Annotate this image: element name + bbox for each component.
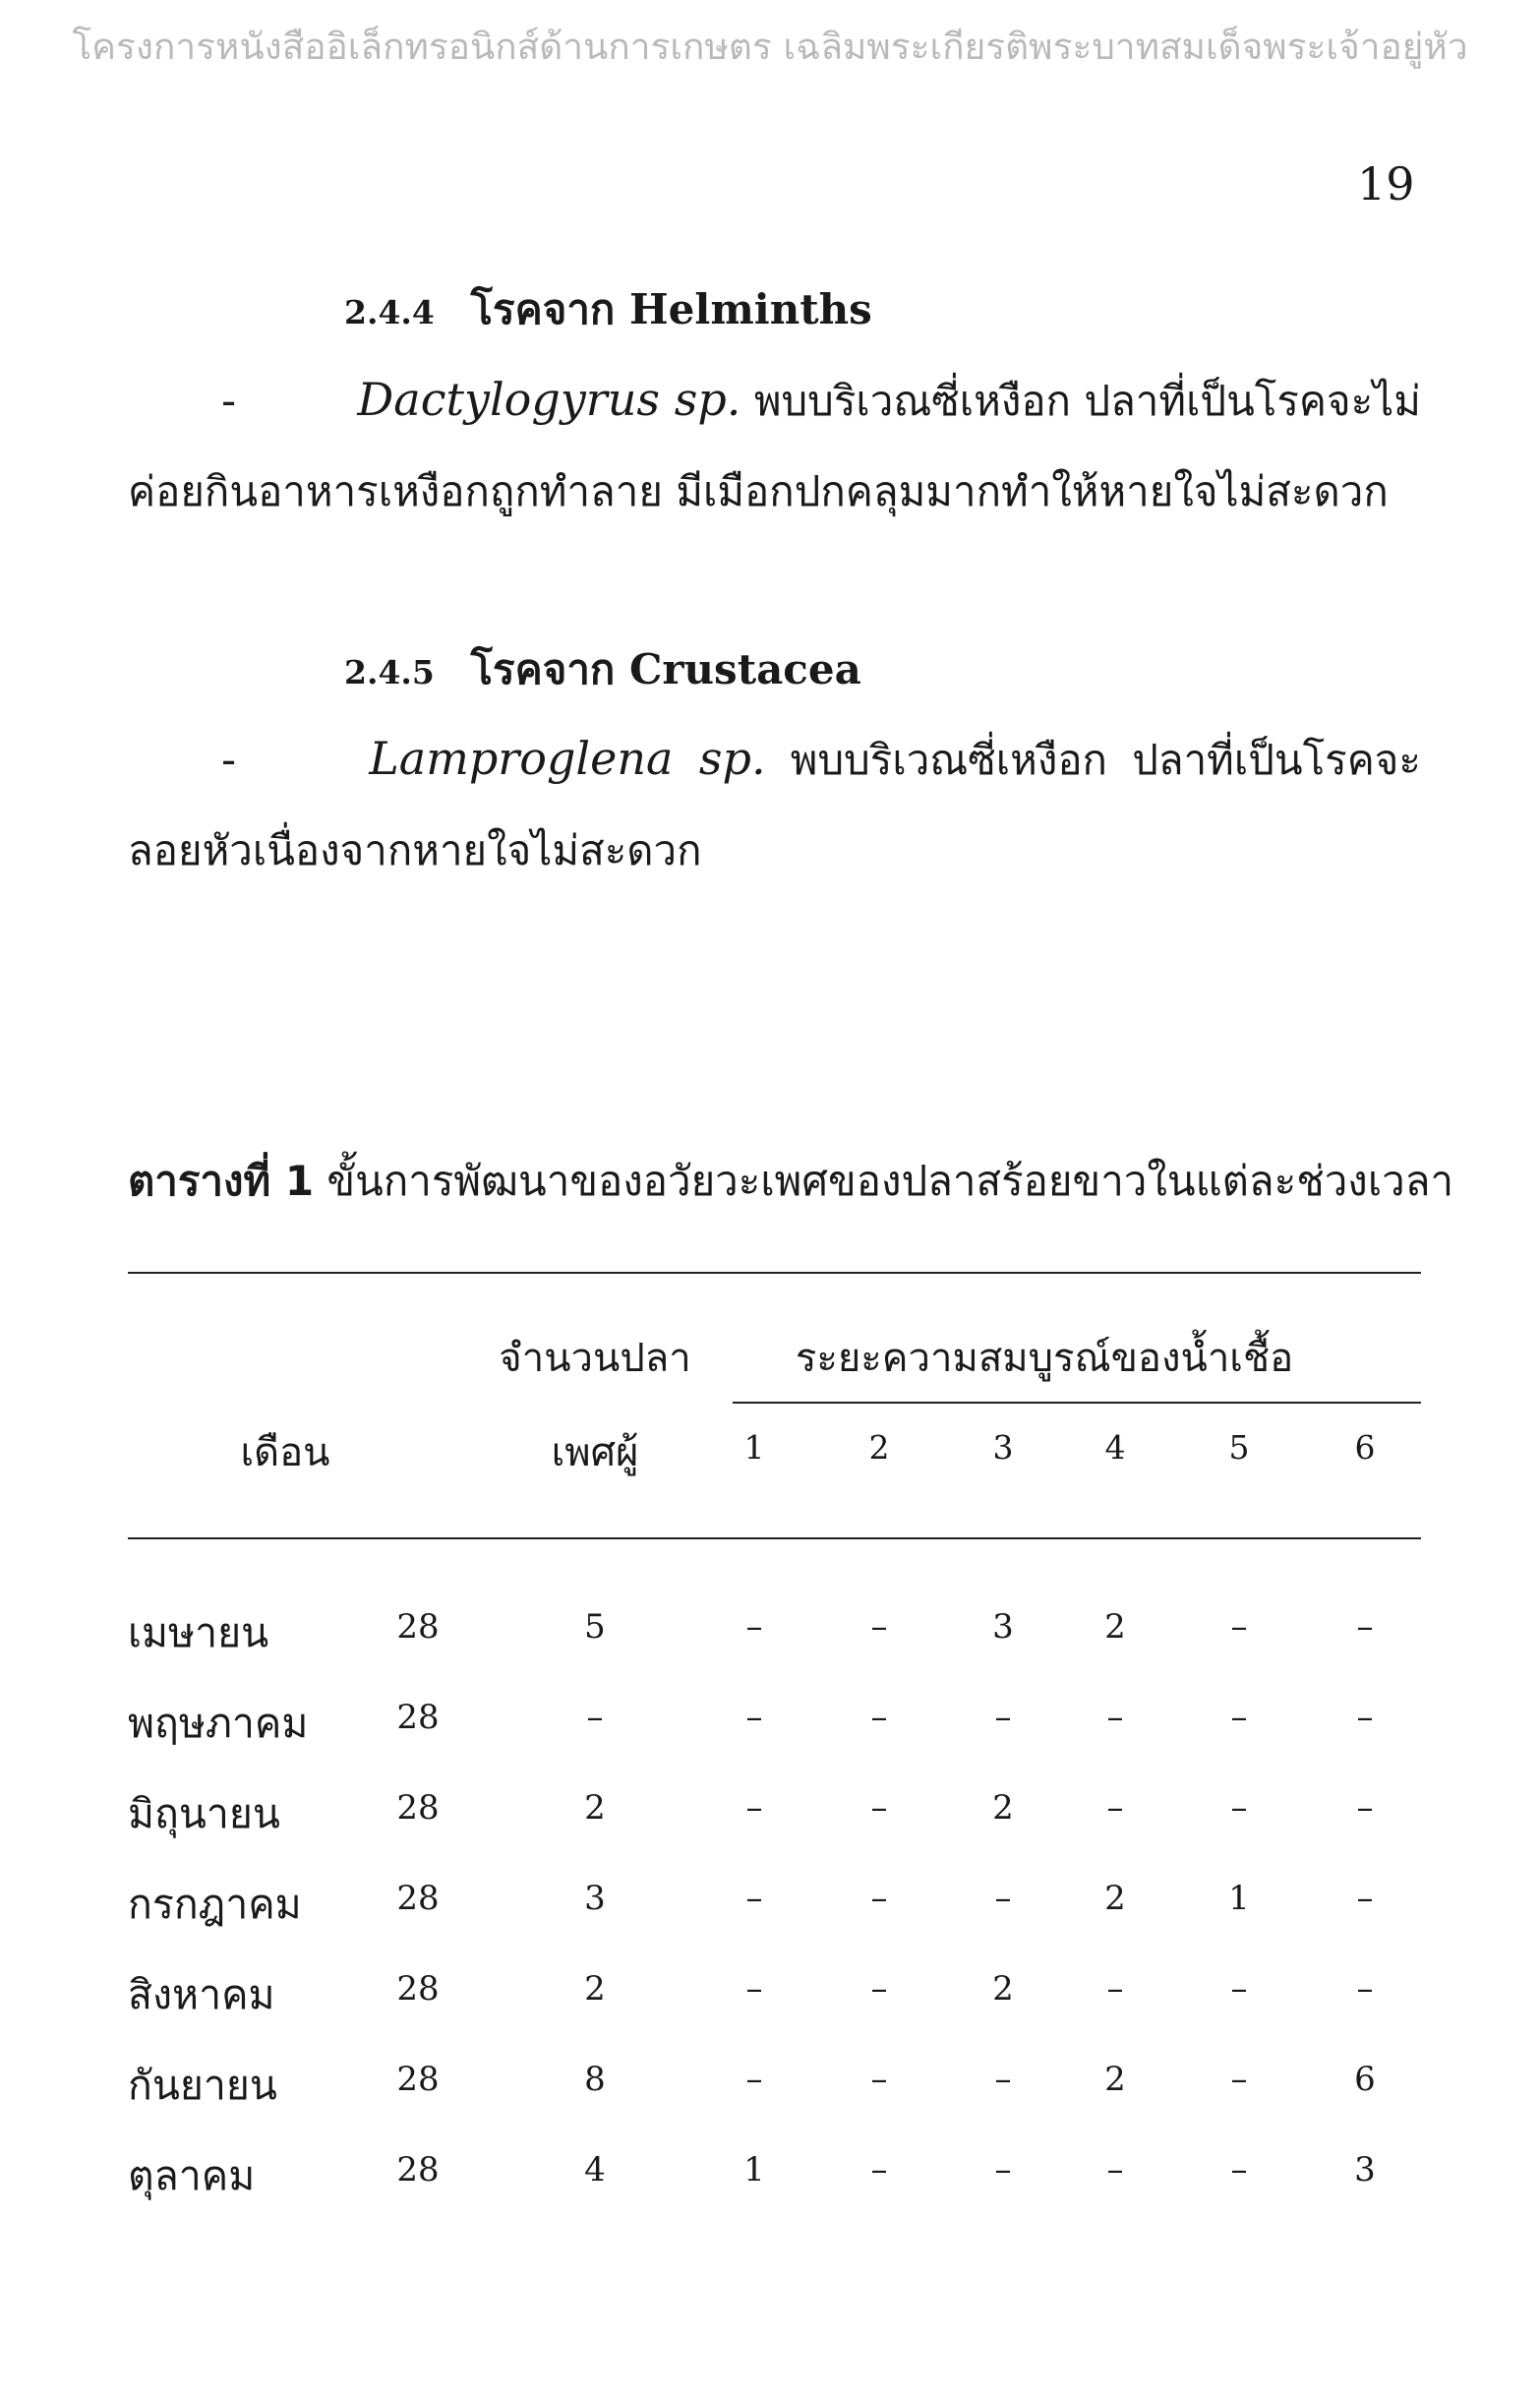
total-fish-cell: 28 (396, 1698, 440, 1737)
stage-cell: – (1106, 1788, 1124, 1828)
stage-cell: 2 (1104, 2060, 1126, 2099)
total-fish-cell: 28 (396, 2150, 440, 2190)
stage-cell: – (1230, 1788, 1248, 1828)
table-header-rule (128, 1537, 1421, 1539)
section-title: โรคจาก Crustacea (470, 645, 861, 693)
page-header: โครงการหนังสืออิเล็กทรอนิกส์ด้านการเกษตร เฉลิมพระเกียรติพระบาทสมเด็จพระเจ้าอยู่หัว (72, 26, 1468, 68)
stage-cell: – (1230, 1969, 1248, 2009)
table-maturity-rule (733, 1402, 1421, 1404)
page-number: 19 (1357, 157, 1415, 210)
stage-cell: – (1230, 2150, 1248, 2190)
male-count-cell: 4 (584, 2150, 606, 2190)
male-count-cell: 5 (584, 1607, 606, 1647)
stage-cell: – (1230, 2060, 1248, 2099)
stage-cell: – (745, 1607, 763, 1647)
stage-cell: 2 (992, 1788, 1014, 1828)
section-title: โรคจาก Helminths (470, 285, 872, 333)
paragraph-line: ค่อยกินอาหารเหงือกถูกทำลาย มีเมือกปกคลุมมากทำให้หายใจไม่สะดวก (128, 467, 1389, 515)
paragraph-text: พบบริเวณซี่เหงือก ปลาที่เป็นโรคจะไม่ (753, 377, 1421, 425)
stage-number-header: 1 (743, 1428, 765, 1467)
total-fish-cell: 28 (396, 1607, 440, 1647)
section-number: 2.4.5 (344, 653, 435, 691)
bullet-dash: - (221, 736, 237, 784)
stage-cell: – (1230, 1698, 1248, 1737)
stage-cell: 2 (992, 1969, 1014, 2009)
stage-cell: 2 (1104, 1879, 1126, 1918)
stage-cell: – (1356, 1969, 1374, 2009)
stage-number-header: 2 (868, 1428, 890, 1467)
total-fish-cell: 28 (396, 1879, 440, 1918)
stage-number-header: 6 (1354, 1428, 1376, 1467)
male-count-cell: 2 (584, 1969, 606, 2009)
header-male: เพศผู้ (551, 1430, 639, 1475)
month-cell: กรกฎาคม (128, 1881, 302, 1928)
stage-cell: – (745, 1788, 763, 1828)
stage-cell: 6 (1354, 2060, 1376, 2099)
stage-cell: – (1106, 1969, 1124, 2009)
stage-cell: – (745, 1698, 763, 1737)
paragraph-2-4-4 (128, 354, 1421, 537)
species-name: Dactylogyrus sp. (357, 373, 741, 426)
male-count-cell: 2 (584, 1788, 606, 1828)
stage-cell: – (870, 1607, 888, 1647)
stage-cell: – (1106, 2150, 1124, 2190)
stage-number-header: 3 (992, 1428, 1014, 1467)
total-fish-cell: 28 (396, 1969, 440, 2009)
section-heading-2-4-5 (344, 637, 861, 702)
header-month: เดือน (240, 1430, 330, 1475)
month-cell: สิงหาคม (128, 1971, 275, 2018)
stage-cell: – (745, 1879, 763, 1918)
male-count-cell: 3 (584, 1879, 606, 1918)
stage-cell: – (994, 2060, 1012, 2099)
stage-cell: – (870, 2150, 888, 2190)
paragraph-2-4-5 (128, 713, 1421, 896)
header-maturity-stage: ระยะความสมบูรณ์ของน้ำเชื้อ (795, 1336, 1294, 1381)
stage-cell: – (994, 1698, 1012, 1737)
month-cell: ตุลาคม (128, 2152, 256, 2199)
male-count-cell: – (586, 1698, 604, 1737)
paragraph-text: พบบริเวณซี่เหงือก ปลาที่เป็นโรคจะ (790, 736, 1421, 784)
stage-cell: 3 (992, 1607, 1014, 1647)
stage-number-header: 4 (1104, 1428, 1126, 1467)
table-caption-label: ตารางที่ 1 (128, 1157, 315, 1205)
month-cell: มิถุนายน (128, 1790, 280, 1837)
bullet-dash: - (221, 377, 237, 425)
header-fish-count: จำนวนปลา (499, 1336, 691, 1381)
stage-cell: – (870, 1698, 888, 1737)
stage-cell: – (1230, 1607, 1248, 1647)
stage-cell: 1 (743, 2150, 765, 2190)
stage-cell: 1 (1228, 1879, 1250, 1918)
stage-cell: – (870, 2060, 888, 2099)
month-cell: กันยายน (128, 2062, 277, 2109)
stage-cell: – (994, 2150, 1012, 2190)
stage-cell: – (870, 1879, 888, 1918)
stage-cell: – (745, 2060, 763, 2099)
male-count-cell: 8 (584, 2060, 606, 2099)
species-name: Lamproglena sp. (369, 732, 766, 785)
section-heading-2-4-4 (344, 277, 872, 342)
stage-cell: – (1356, 1879, 1374, 1918)
stage-cell: – (1356, 1788, 1374, 1828)
stage-cell: – (994, 1879, 1012, 1918)
stage-cell: 2 (1104, 1607, 1126, 1647)
table-caption-text: ขั้นการพัฒนาของอวัยวะเพศของปลาสร้อยขาวในแต่ละช่วงเวลา (326, 1157, 1454, 1205)
stage-cell: – (870, 1788, 888, 1828)
stage-cell: – (870, 1969, 888, 2009)
table-top-rule (128, 1272, 1421, 1274)
table-caption (128, 1149, 1454, 1214)
paragraph-line: ลอยหัวเนื่องจากหายใจไม่สะดวก (128, 826, 702, 874)
stage-cell: – (1356, 1607, 1374, 1647)
total-fish-cell: 28 (396, 2060, 440, 2099)
paragraph-line (128, 713, 1421, 806)
month-cell: เมษายน (128, 1609, 269, 1656)
section-number: 2.4.4 (344, 293, 435, 331)
paragraph-line (128, 354, 1421, 447)
stage-number-header: 5 (1228, 1428, 1250, 1467)
month-cell: พฤษภาคม (128, 1700, 309, 1747)
total-fish-cell: 28 (396, 1788, 440, 1828)
stage-cell: – (1356, 1698, 1374, 1737)
stage-cell: 3 (1354, 2150, 1376, 2190)
stage-cell: – (1106, 1698, 1124, 1737)
stage-cell: – (745, 1969, 763, 2009)
